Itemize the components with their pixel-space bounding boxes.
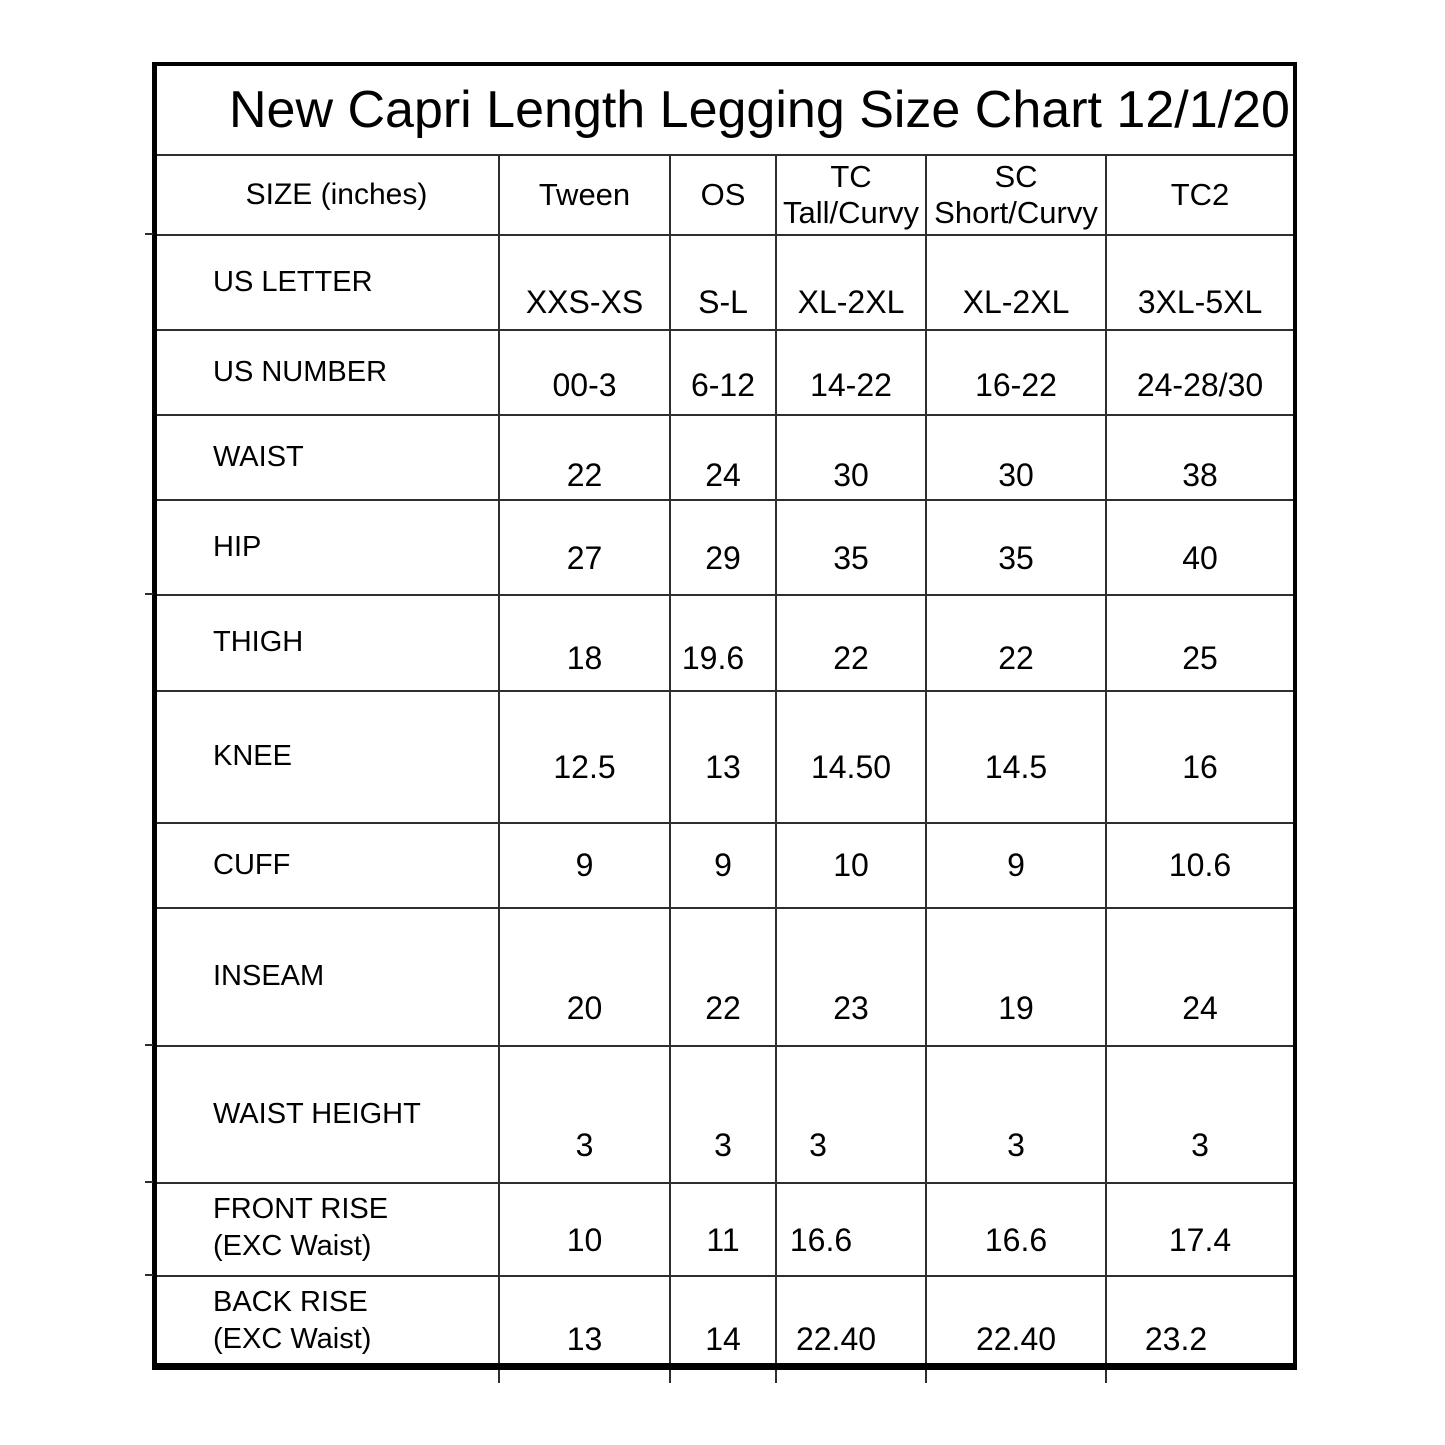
value-cell [500,331,671,414]
row-label: THIGH [213,626,304,659]
row-label-cell [157,909,500,1045]
table-row [157,909,1293,1047]
value-cell [500,236,671,329]
value-cell [1107,692,1293,822]
value-cell [1107,824,1293,907]
value-cell [927,909,1107,1045]
cell-value: 16.6 [984,1222,1048,1258]
value-cell [1107,331,1293,414]
value-cell [1107,596,1293,690]
value-cell [500,824,671,907]
cell-value: 11 [706,1222,740,1258]
column-header-line1: Tween [538,177,631,212]
cell-value: 18 [566,640,603,676]
cell-value: 9 [575,847,594,883]
cell-value: 22.40 [795,1321,877,1357]
cell-value: 3 [1007,1127,1025,1163]
cell-value: 3 [809,1127,827,1163]
cell-value: 17.4 [1168,1222,1232,1258]
cell-value: 22 [833,640,869,676]
value-cell [671,416,777,499]
row-label-line2: (EXC Waist) [213,1230,372,1263]
row-label-cell [157,501,500,594]
cell-value: XXS-XS [525,284,644,320]
column-header-cell [500,156,671,234]
cell-value: 3 [1191,1127,1209,1163]
value-cell [927,416,1107,499]
cell-value: 30 [998,457,1034,493]
value-cell [500,416,671,499]
value-cell [777,692,927,822]
value-cell [500,596,671,690]
value-cell [927,236,1107,329]
value-cell [927,824,1107,907]
row-label: KNEE [213,740,292,773]
cell-value: 16-22 [975,367,1057,403]
header-row [157,156,1293,236]
value-cell [500,1184,671,1275]
value-cell [671,909,777,1045]
cell-value: 24-28/30 [1136,367,1264,403]
row-label-cell [157,416,500,499]
column-header-cell [671,156,777,234]
page-title: New Capri Length Legging Size Chart 12/1/20 [229,81,1290,139]
column-header-cell [1107,156,1293,234]
row-label: FRONT RISE [213,1193,389,1225]
cell-value: 14 [705,1321,741,1357]
value-cell [500,909,671,1045]
table-row [157,1277,1293,1363]
value-cell [1107,416,1293,499]
column-header-cell [927,156,1107,234]
cell-value: 14.5 [984,749,1048,785]
row-label: WAIST HEIGHT [213,1097,421,1130]
table-row [157,824,1293,909]
value-cell [671,236,777,329]
line-artifact [925,1370,927,1383]
cell-value: 20 [566,990,603,1026]
value-cell [500,692,671,822]
table-row [157,416,1293,501]
cell-value: 35 [998,540,1034,576]
column-header-line2: Tall/Curvy [782,195,920,230]
value-cell [1107,909,1293,1045]
value-cell [927,692,1107,822]
line-artifact [1105,1370,1107,1383]
value-cell [671,824,777,907]
cell-value: 22.40 [975,1321,1057,1357]
cell-value: 10 [566,1222,603,1258]
table-row [157,596,1293,692]
row-label: HIP [213,530,262,563]
row-label: WAIST [213,440,304,473]
value-cell [777,824,927,907]
table-row [157,331,1293,416]
cell-value: S-L [698,284,748,320]
column-header-line2: Short/Curvy [934,195,1098,230]
cell-value: 10.6 [1168,847,1232,883]
cell-value: 16.6 [789,1222,853,1258]
value-cell [500,1047,671,1182]
row-label-cell [157,236,500,329]
value-cell [500,501,671,594]
value-cell [777,236,927,329]
value-cell [1107,1047,1293,1182]
value-cell [777,331,927,414]
row-label-cell [157,824,500,907]
column-header-line1: OS [700,177,746,212]
cell-value: 23.2 [1144,1321,1208,1357]
column-header-line1: SC [994,159,1038,194]
value-cell [500,1277,671,1363]
line-artifact [498,1370,500,1383]
value-cell [671,501,777,594]
line-artifact [775,1370,777,1383]
table-row [157,1184,1293,1277]
cell-value: 14.50 [810,749,892,785]
value-cell [777,1047,927,1182]
cell-value: 13 [566,1321,603,1357]
line-artifact [145,1044,153,1046]
size-chart-table [152,62,1297,1370]
row-label: CUFF [213,848,291,881]
value-cell [671,692,777,822]
cell-value: 9 [714,847,732,883]
value-cell [1107,501,1293,594]
cell-value: 3XL-5XL [1137,284,1263,320]
cell-value: 10 [833,847,869,883]
line-artifact [669,1370,671,1383]
value-cell [671,1277,777,1363]
value-cell [1107,236,1293,329]
line-artifact [145,593,153,595]
table-row [157,692,1293,824]
table-grid [157,156,1293,1363]
cell-value: 24 [705,457,741,493]
row-label-cell [157,596,500,690]
cell-value: 22 [998,640,1034,676]
cell-value: 40 [1182,540,1218,576]
cell-value: 27 [566,540,603,576]
table-row [157,1047,1293,1184]
cell-value: 23 [833,990,869,1026]
cell-value: 3 [714,1127,732,1163]
value-cell [777,596,927,690]
cell-value: 19 [998,990,1034,1026]
value-cell [927,1184,1107,1275]
row-label: US NUMBER [213,355,388,388]
value-cell [927,1047,1107,1182]
cell-value: 22 [705,990,741,1026]
row-label-cell [157,331,500,414]
value-cell [927,1277,1107,1363]
value-cell [671,596,777,690]
chart-title-row [157,66,1293,156]
corner-header-cell [157,156,500,234]
value-cell [777,1184,927,1275]
value-cell [927,596,1107,690]
row-label: INSEAM [213,960,325,993]
row-label-cell [157,1047,500,1182]
value-cell [927,501,1107,594]
cell-value: XL-2XL [962,284,1070,320]
value-cell [777,501,927,594]
cell-value: 16 [1182,749,1218,785]
cell-value: 35 [833,540,869,576]
cell-value: 14-22 [810,367,892,403]
row-label: US LETTER [213,265,373,298]
column-header-cell [777,156,927,234]
row-label-cell [157,1184,500,1275]
cell-value: 12.5 [553,749,616,785]
cell-value: 6-12 [690,367,756,403]
cell-value: 38 [1182,457,1218,493]
cell-value: 25 [1182,640,1218,676]
cell-value: 3 [575,1127,594,1163]
line-artifact [145,1274,153,1276]
cell-value: 19.6 [681,640,745,676]
value-cell [1107,1277,1293,1363]
column-header-line1: TC [830,159,872,194]
table-row [157,501,1293,596]
value-cell [777,416,927,499]
row-label: BACK RISE [213,1286,368,1318]
corner-header-label: SIZE (inches) [245,178,428,211]
row-label-cell [157,1277,500,1363]
cell-value: XL-2XL [797,284,905,320]
cell-value: 22 [566,457,603,493]
line-artifact [145,1181,153,1183]
value-cell [671,1184,777,1275]
cell-value: 13 [705,749,741,785]
cell-value: 29 [705,540,741,576]
cell-value: 00-3 [552,367,617,403]
line-artifact [145,233,153,235]
value-cell [671,331,777,414]
cell-value: 9 [1007,847,1025,883]
value-cell [671,1047,777,1182]
row-label-line2: (EXC Waist) [213,1323,372,1356]
value-cell [777,909,927,1045]
value-cell [1107,1184,1293,1275]
value-cell [927,331,1107,414]
value-cell [777,1277,927,1363]
cell-value: 24 [1182,990,1218,1026]
table-row [157,236,1293,331]
row-label-cell [157,692,500,822]
cell-value: 30 [833,457,869,493]
column-header-line1: TC2 [1170,177,1230,212]
